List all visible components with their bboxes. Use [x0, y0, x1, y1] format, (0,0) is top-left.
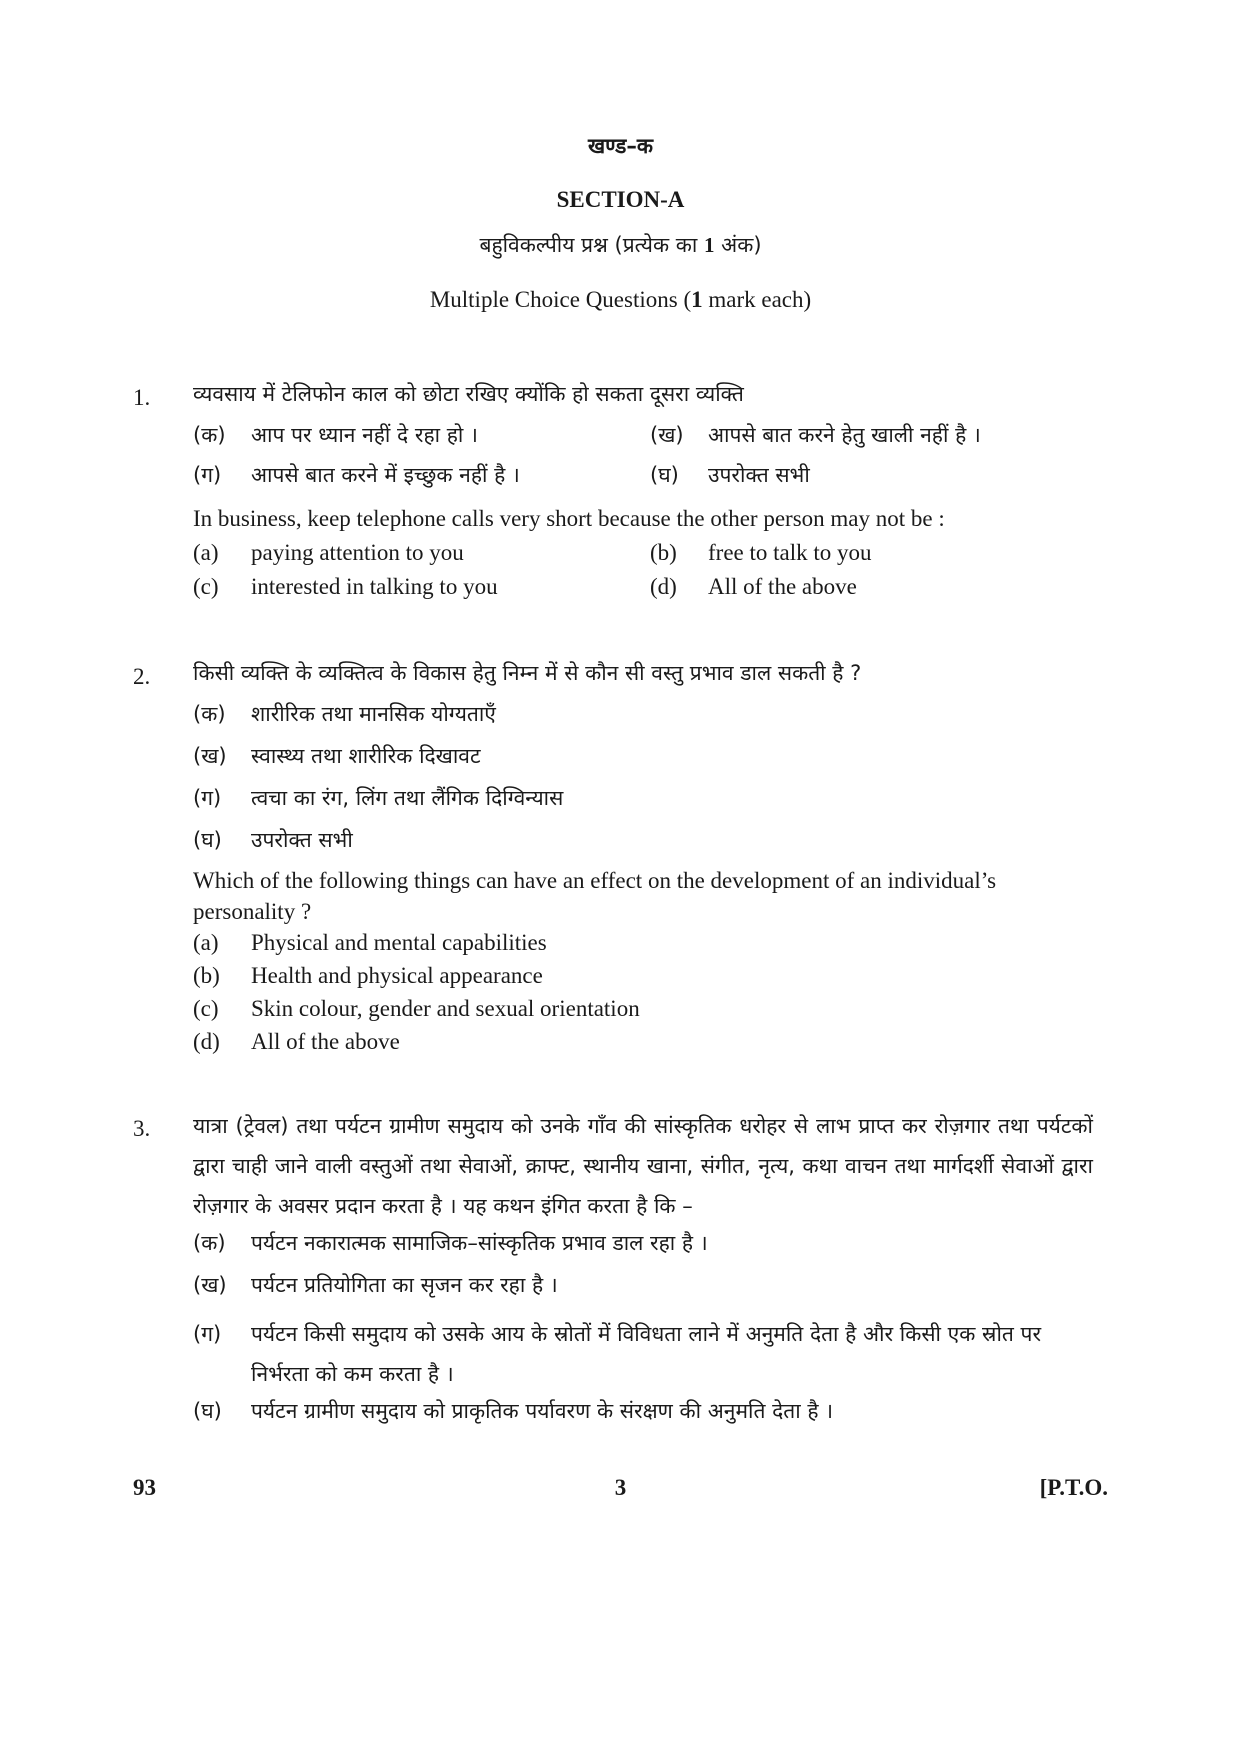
option-ga: (ग) त्वचा का रंग, लिंग तथा लैंगिक दिग्विन्यास: [193, 786, 564, 810]
option-kha: (ख) स्वास्थ्य तथा शारीरिक दिखावट: [193, 744, 481, 768]
option-d: (d) All of the above: [193, 1029, 400, 1054]
option-a: (a) Physical and mental capabilities: [193, 930, 547, 955]
option-d: (d) All of the above: [650, 574, 857, 599]
page-number: 3: [614, 1475, 627, 1500]
option-ka: (क) पर्यटन नकारात्मक सामाजिक–सांस्कृतिक प्रभाव डाल रहा है ।: [193, 1231, 708, 1255]
option-a: (a) paying attention to you: [193, 540, 464, 565]
option-b: (b) Health and physical appearance: [193, 963, 543, 988]
subtitle-hindi: बहुविकल्पीय प्रश्न (प्रत्येक का 1 अंक): [479, 233, 762, 257]
option-b: (b) free to talk to you: [650, 540, 872, 565]
question-number: 3.: [133, 1116, 151, 1141]
option-ga: (ग) आपसे बात करने में इच्छुक नहीं है ।: [193, 463, 520, 487]
option-gha: (घ) उपरोक्त सभी: [193, 828, 353, 852]
option-kha: (ख) पर्यटन प्रतियोगिता का सृजन कर रहा है ।: [193, 1273, 558, 1297]
section-title-english: SECTION-A: [556, 187, 685, 212]
question-text-hindi: व्यवसाय में टेलिफोन काल को छोटा रखिए क्योंकि हो सकता दूसरा व्यक्ति: [193, 382, 744, 406]
option-kha: (ख) आपसे बात करने हेतु खाली नहीं है ।: [650, 423, 981, 447]
option-gha: (घ) पर्यटन ग्रामीण समुदाय को प्राकृतिक पर्यावरण के संरक्षण की अनुमति देता है ।: [193, 1399, 834, 1423]
question-number: 2.: [133, 664, 151, 689]
option-ka: (क) आप पर ध्यान नहीं दे रहा हो ।: [193, 423, 478, 447]
option-gha: (घ) उपरोक्त सभी: [650, 463, 810, 487]
question-text-hindi: यात्रा (ट्रेवल) तथा पर्यटन ग्रामीण समुदाय को उनके गाँव की सांस्कृतिक धरोहर से लाभ प्राप्त कर रोज़गार तथा पर्यटकों द्वारा चाही जाने वाली वस्तुओं तथा सेवाओं, क्राफ्ट, स्थानीय खाना, संगीत, नृत्य, कथा वाचन तथा मार्गदर्शी सेवाओं द्वारा रोज़गार के अवसर प्रदान करता है । यह कथन इंगित करता है कि –: [193, 1114, 1093, 1218]
subtitle-english: Multiple Choice Questions (1 mark each): [429, 287, 812, 312]
question-number: 1.: [133, 385, 151, 410]
pto-label: [P.T.O.: [1039, 1475, 1108, 1500]
option-ka: (क) शारीरिक तथा मानसिक योग्यताएँ: [193, 702, 496, 726]
section-title-hindi: खण्ड–क: [587, 134, 654, 158]
question-text-english: In business, keep telephone calls very short because the other person may not be :: [193, 506, 945, 531]
option-c: (c) interested in talking to you: [193, 574, 498, 599]
option-c: (c) Skin colour, gender and sexual orientation: [193, 996, 640, 1021]
question-text-hindi: किसी व्यक्ति के व्यक्तित्व के विकास हेतु निम्न में से कौन सी वस्तु प्रभाव डाल सकती है ?: [193, 661, 862, 685]
paper-code: 93: [133, 1475, 156, 1500]
option-ga: (ग) पर्यटन किसी समुदाय को उसके आय के स्रोतों में विविधता लाने में अनुमति देता है और किसी एक स्रोत पर निर्भरता को कम करता है ।: [193, 1322, 1042, 1386]
question-text-english: Which of the following things can have an effect on the development of an individual’s personality ?: [193, 868, 997, 924]
